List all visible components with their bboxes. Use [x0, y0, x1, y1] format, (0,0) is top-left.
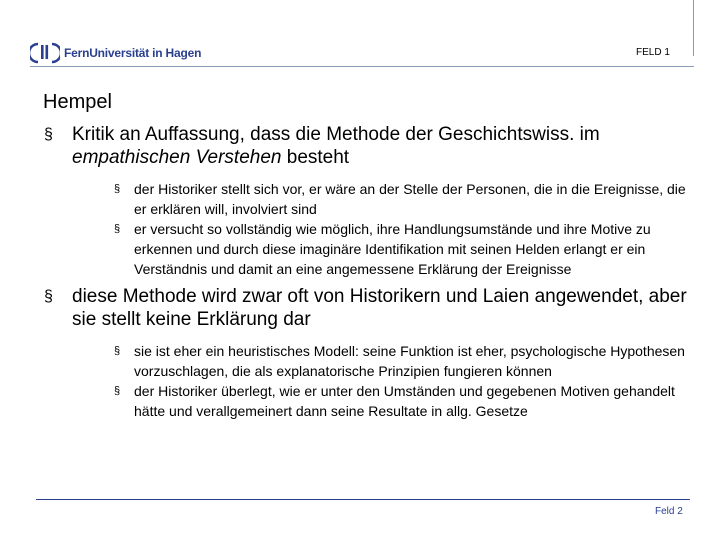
- small-square-bullet-icon: §: [114, 183, 121, 195]
- footer-feld-label: Feld 2: [655, 506, 683, 517]
- sub-bullet-2-2: [114, 381, 689, 421]
- sub-bullet-text: der Historiker stellt sich vor, er wäre an der Stelle der Personen, die in die Ereignisse, die er erklären will, involviert sind: [134, 181, 686, 217]
- footer-rule: [36, 499, 690, 500]
- slide-content: [44, 123, 694, 425]
- square-bullet-icon: §: [44, 288, 53, 305]
- sub-bullet-1-2: [114, 219, 689, 279]
- sub-bullets-2: [44, 341, 694, 421]
- header-vertical-rule: [693, 0, 694, 56]
- point-1-text-emphasis: empathischen Verstehen: [72, 147, 282, 168]
- point-1-text-after: besteht: [281, 147, 350, 168]
- small-square-bullet-icon: §: [114, 223, 121, 235]
- slide-title: Hempel: [43, 91, 112, 113]
- sub-bullet-text: der Historiker überlegt, wie er unter den Umständen und gegebenen Motiven gehandelt hätte und verallgemeinert dann seine Resultate in allg. Gesetze: [134, 383, 675, 419]
- sub-bullet-1-1: [114, 179, 689, 219]
- sub-bullet-2-1: [114, 341, 689, 381]
- sub-bullet-text: er versucht so vollständig wie möglich, ihre Handlungsumstände und ihre Motive zu erkennen und durch diese imaginäre Identifikation mit seinen Helden erlangt er ein Verständnis und damit an eine angemessene Erklärung der Ereignisse: [134, 221, 651, 277]
- sub-bullets-1: [44, 179, 694, 279]
- small-square-bullet-icon: §: [114, 385, 121, 397]
- sub-bullet-text: sie ist eher ein heuristisches Modell: seine Funktion ist eher, psychologische Hypothesen vorzuschlagen, die als explanatorische Prinzipien fungieren können: [134, 343, 685, 379]
- fernuni-logo-icon: [30, 41, 60, 65]
- logo-text: FernUniversität in Hagen: [64, 46, 202, 60]
- square-bullet-icon: §: [44, 126, 53, 143]
- header-feld-label: FELD 1: [636, 47, 670, 58]
- point-2-text: diese Methode wird zwar oft von Historikern und Laien angewendet, aber sie stellt keine Erklärung dar: [72, 286, 687, 330]
- header-rule: [30, 66, 694, 67]
- bullet-point-1: [44, 123, 694, 169]
- point-1-text-before: Kritik an Auffassung, dass die Methode der Geschichtswiss. im: [72, 124, 600, 145]
- bullet-point-2: [44, 285, 694, 331]
- university-logo: [30, 38, 201, 68]
- small-square-bullet-icon: §: [114, 345, 121, 357]
